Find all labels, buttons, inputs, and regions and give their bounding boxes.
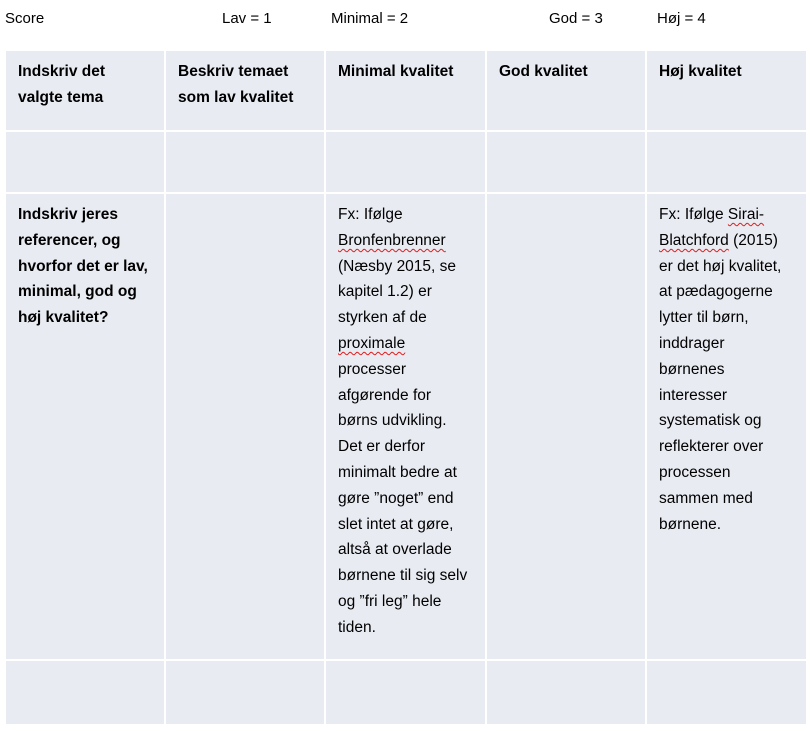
score-level-minimal: Minimal = 2 — [331, 10, 409, 27]
cell-references-god[interactable] — [487, 194, 647, 661]
cell-references-hoej[interactable]: Fx: Ifølge Sirai-Blatchford (2015) er det høj kvalitet, at pædagogerne lytter til børn, inddrager børnenes interesser systematisk og reflekterer over processen sammen med børnene. — [647, 194, 806, 661]
header-god-kvalitet: God kvalitet — [487, 51, 647, 132]
spellcheck-word: Bronfenbrenner — [338, 231, 446, 249]
cell-lav-input[interactable] — [166, 132, 326, 194]
spellcheck-word: Sirai-Blatchford — [659, 206, 765, 249]
cell-empty-4[interactable] — [487, 661, 647, 724]
table-header-row — [6, 51, 806, 132]
header-valgte-tema: Indskriv det valgte tema — [6, 51, 166, 132]
cell-tema-input[interactable] — [6, 132, 166, 194]
spellcheck-word: proximale — [338, 334, 406, 352]
cell-hoej-input[interactable] — [647, 132, 806, 194]
cell-empty-1[interactable] — [6, 661, 166, 724]
table-row-empty — [6, 661, 806, 724]
quality-table — [6, 51, 806, 724]
cell-empty-2[interactable] — [166, 661, 326, 724]
cell-minimal-input[interactable] — [326, 132, 487, 194]
score-level-lav: Lav = 1 — [222, 10, 272, 27]
table-row-references — [6, 194, 806, 661]
score-label: Score — [5, 10, 45, 27]
score-level-hoej: Høj = 4 — [657, 10, 706, 27]
table-row-tema-input — [6, 132, 806, 194]
cell-references-minimal[interactable]: Fx: Ifølge Bronfenbrenner (Næsby 2015, se kapitel 1.2) er styrken af de proximale processer afgørende for børns udvikling. Det er derfor minimalt bedre at gøre ”noget” end slet intet at gøre, altså at overlade børnene til sig selv og ”fri leg” hele tiden. — [326, 194, 487, 661]
cell-references-lav[interactable] — [166, 194, 326, 661]
references-label: Indskriv jeres referencer, og hvorfor det er lav, minimal, god og høj kvalitet? — [6, 194, 166, 661]
cell-god-input[interactable] — [487, 132, 647, 194]
header-lav-kvalitet: Beskriv temaet som lav kvalitet — [166, 51, 326, 132]
cell-empty-3[interactable] — [326, 661, 487, 724]
cell-empty-5[interactable] — [647, 661, 806, 724]
score-scale — [0, 10, 812, 30]
score-level-god: God = 3 — [549, 10, 603, 27]
header-hoej-kvalitet: Høj kvalitet — [647, 51, 806, 132]
header-minimal-kvalitet: Minimal kvalitet — [326, 51, 487, 132]
